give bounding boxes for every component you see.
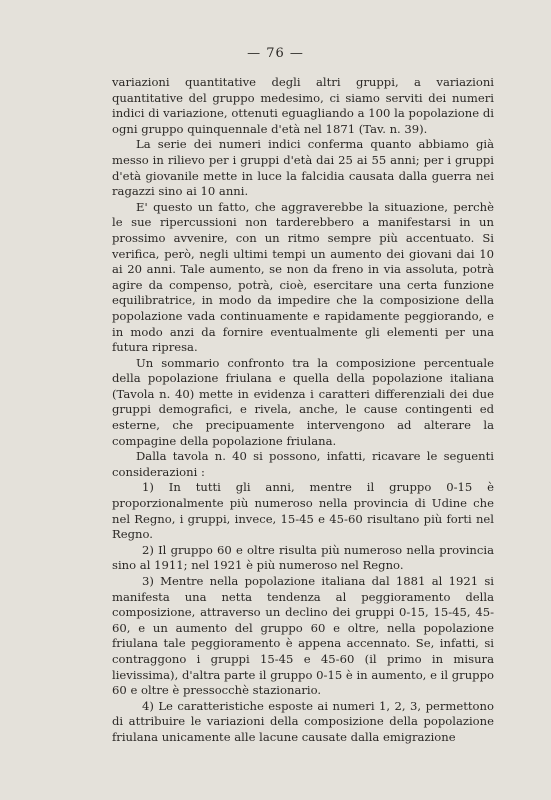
list-item: 4) Le caratteristiche esposte ai numeri 1, 2, 3, permettono di attribuire le variazioni della composizione della popolazione friulana unicamente alle lacune causate dalla emigrazione [112, 698, 494, 744]
list-item: 3) Mentre nella popolazione italiana dal 1881 al 1921 si manifesta una netta tendenza al peggioramento della composizione, attraverso un declino dei gruppi 0-15, 15-45, 45-60, e un aumento del gruppo 60 e oltre, nella popolazione friulana tale peggioramento è appena accennato. Se, infatti, si contraggono i gruppi 15-45 e 45-60 (il primo in misura lievissima), d'altra parte il gruppo 0-15 è in aumento, e il gruppo 60 e oltre è pressocchè stazionario. [112, 574, 494, 698]
list-item: 1) In tutti gli anni, mentre il gruppo 0-15 è proporzionalmente più numeroso nella provincia di Udine che nel Regno, i gruppi, invece, 15-45 e 45-60 risultano più forti nel Regno. [112, 480, 494, 542]
paragraph-youth-increase: E' questo un fatto, che aggraverebbe la situazione, perchè le sue ripercussioni non tarderebbero a manifestarsi in un prossimo avvenire, con un ritmo sempre più accentuato. Si verifica, però, negli ultimi tempi un aumento dei giovani dai 10 ai 20 anni. Tale aumento, se non da freno in via assoluta, potrà agire da compenso, potrà, cioè, esercitare una certa funzione equilibratrice, in modo da impedire che la composizione della popolazione vada continuamente e rapidamente peggiorando, e in modo anzi da fornire eventualmente gli elementi per una futura ripresa. [112, 199, 494, 355]
list-item: 2) Il gruppo 60 e oltre risulta più numeroso nella provincia sino al 1911; nel 1921 è più numeroso nel Regno. [112, 542, 494, 573]
body-text [112, 75, 494, 746]
paragraph-considerations-intro: Dalla tavola n. 40 si possono, infatti, ricavare le seguenti considerazioni : [112, 449, 494, 479]
paragraph-index-series: La serie dei numeri indici conferma quanto abbiamo già messo in rilievo per i gruppi d'età dai 25 ai 55 anni; per i gruppi d'età giovanile mette in luce la falcidia causata dalla guerra nei ragazzi sino ai 10 anni. [112, 137, 494, 199]
page-number: — 76 — [247, 46, 304, 61]
paragraph-continuation: variazioni quantitative degli altri gruppi, a variazioni quantitative del gruppo medesimo, ci siamo serviti dei numeri indici di variazione, ottenuti eguagliando a 100 la popolazione di ogni gruppo quinquennale d'età nel 1871 (Tav. n. 39). [112, 75, 494, 136]
paragraph-comparison: Un sommario confronto tra la composizione percentuale della popolazione friulana e quella della popolazione italiana (Tavola n. 40) mette in evidenza i caratteri differenziali dei due gruppi demografici, e rivela, anche, le cause contingenti ed esterne, che precipuamente intervengono ad alterare la compagine della popolazione friulana. [112, 355, 494, 448]
